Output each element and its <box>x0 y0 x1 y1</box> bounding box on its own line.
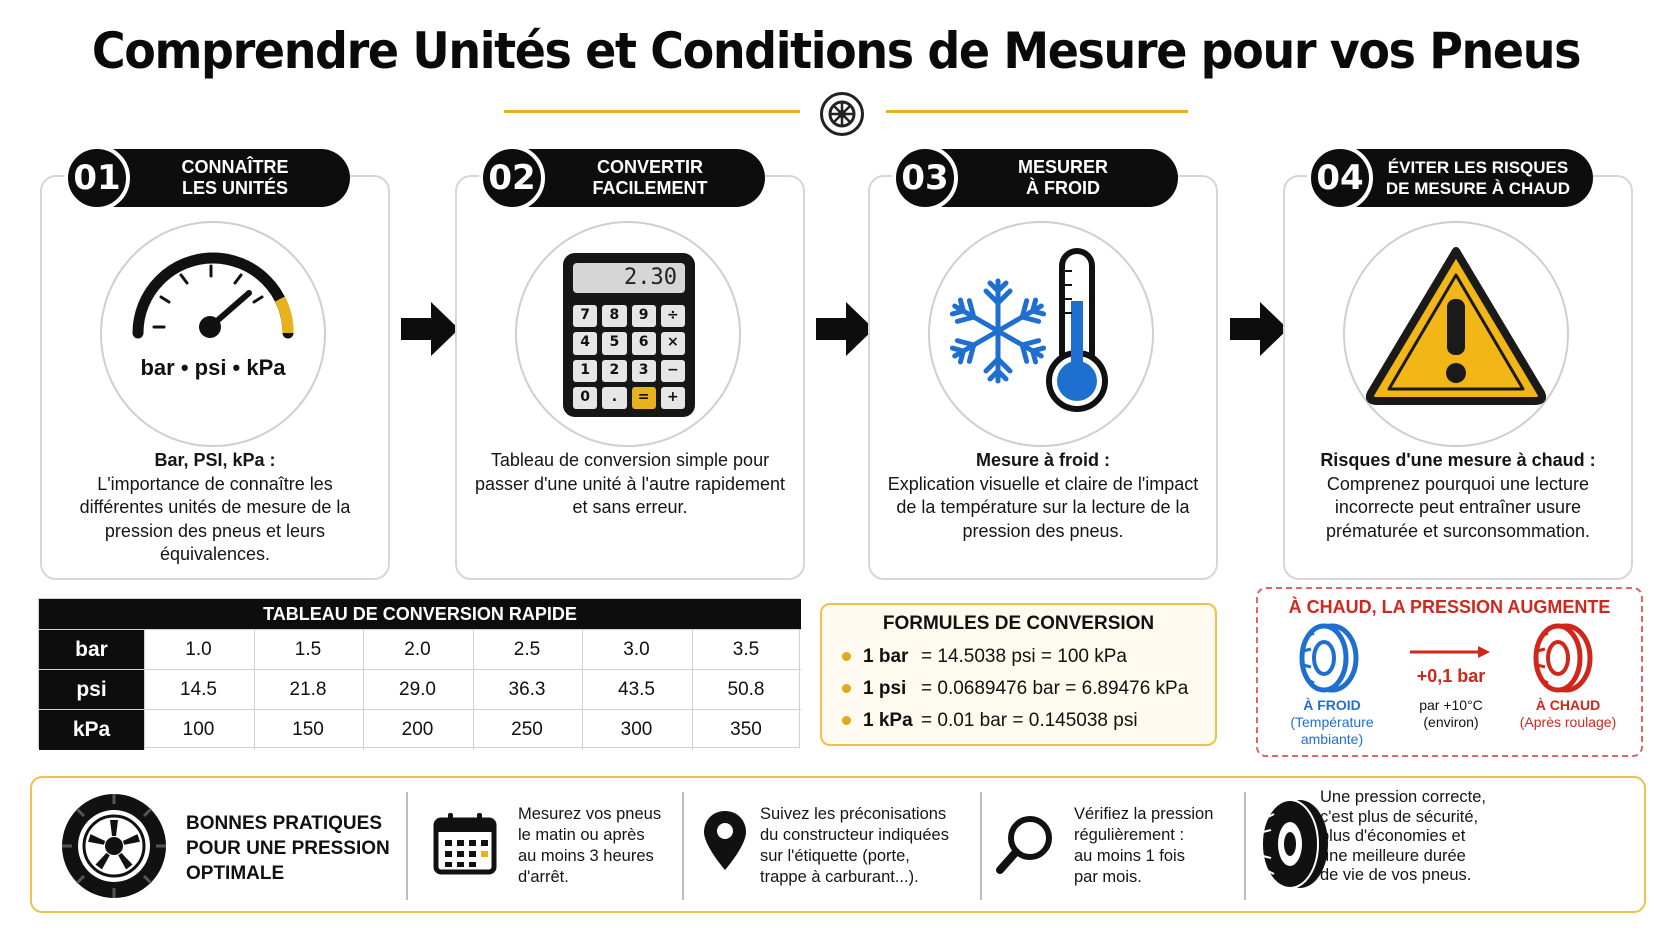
icon-frame <box>100 221 326 447</box>
tip-line: Mesurez vos pneus <box>518 805 662 823</box>
row-unit-label: bar <box>39 630 144 670</box>
tip-text <box>518 804 661 888</box>
calculator-key: + <box>661 387 685 409</box>
tip-text <box>760 804 949 888</box>
step-text: L'importance de connaître les différentes unités de mesure de la pression des pneus et leurs équivalences. <box>79 473 351 564</box>
tip-line: du constructeur indiquées <box>760 826 949 844</box>
step-label: MESURER À FROID <box>1017 157 1108 198</box>
calculator-key: − <box>661 360 685 382</box>
arrow-right-icon <box>1408 645 1492 659</box>
step-badge <box>896 149 1178 207</box>
step-badge <box>1311 149 1593 207</box>
step-label: ÉVITER LES RISQUES DE MESURE À CHAUD <box>1385 158 1571 198</box>
conversion-formulas <box>820 603 1217 746</box>
increase-per: par +10°C <box>1419 697 1483 713</box>
step-card-units <box>40 157 390 580</box>
tip-line: au moins 1 fois <box>1074 847 1185 865</box>
table-cell: 1.0 <box>144 630 252 670</box>
tip-line: plus d'économies et <box>1320 827 1466 845</box>
step-heading: Risques d'une mesure à chaud : <box>1320 450 1596 470</box>
tip-line: Une pression correcte, <box>1320 788 1486 806</box>
calculator-key: 7 <box>573 305 597 327</box>
formula-key: 1 psi <box>863 678 907 699</box>
bullet-icon <box>842 652 851 661</box>
tip-line: Suivez les préconisations <box>760 805 947 823</box>
tip-divider <box>406 792 408 900</box>
table-cell: 1.5 <box>254 630 362 670</box>
tip-line: par mois. <box>1074 868 1142 886</box>
formula-value: = 0.0689476 bar = 6.89476 kPa <box>921 678 1189 699</box>
heading-line: OPTIMALE <box>186 863 285 884</box>
wheel-emblem-icon <box>820 92 864 136</box>
formula-value: = 14.5038 psi = 100 kPa <box>921 646 1127 667</box>
table-cell: 300 <box>582 710 690 750</box>
tip-line: Vérifiez la pression <box>1074 805 1214 823</box>
bullet-icon <box>842 684 851 693</box>
table-row <box>39 629 801 669</box>
warning-icon <box>1345 223 1567 445</box>
row-unit-label: kPa <box>39 710 144 750</box>
cold-label: À FROID <box>1303 697 1361 713</box>
conversion-table <box>38 598 800 748</box>
hot-caption <box>1504 697 1632 731</box>
increase-caption <box>1396 697 1506 731</box>
icon-frame <box>928 221 1154 447</box>
best-practices-strip <box>30 776 1646 913</box>
step-number: 02 <box>479 145 545 211</box>
cold-caption <box>1272 697 1392 748</box>
tip-line: c'est plus de sécurité, <box>1320 807 1479 826</box>
table-cell: 350 <box>692 710 800 750</box>
table-cell: 21.8 <box>254 670 362 710</box>
table-cell: 100 <box>144 710 252 750</box>
tip-line: trappe à carburant...). <box>760 868 919 886</box>
tip-line: une meilleure durée <box>1320 846 1466 865</box>
conversion-table-title: TABLEAU DE CONVERSION RAPIDE <box>39 599 801 629</box>
table-cell: 2.0 <box>363 630 471 670</box>
tip-text <box>1320 788 1486 886</box>
table-cell: 36.3 <box>473 670 581 710</box>
calculator-key: 4 <box>573 332 597 354</box>
table-row <box>39 709 801 749</box>
row-unit-label: psi <box>39 670 144 710</box>
step-description <box>884 449 1202 543</box>
best-practices-heading <box>186 811 390 886</box>
hot-sub: (Après roulage) <box>1519 714 1617 730</box>
cold-tire-icon <box>1296 623 1362 693</box>
step-badge <box>483 149 765 207</box>
heading-line: POUR UNE PRESSION <box>186 838 390 859</box>
formula-value: = 0.01 bar = 0.145038 psi <box>921 710 1138 731</box>
calculator-key: . <box>602 387 626 409</box>
page-title: Comprendre Unités et Conditions de Mesure pour vos Pneus <box>91 22 1581 80</box>
step-description <box>1299 449 1617 543</box>
tip-divider <box>682 792 684 900</box>
tip-divider <box>1244 792 1246 900</box>
step-description <box>56 449 374 567</box>
hot-label: À CHAUD <box>1535 697 1601 713</box>
step-number: 03 <box>892 145 958 211</box>
bullet-icon <box>842 716 851 725</box>
formula-row <box>842 675 1207 703</box>
table-cell: 14.5 <box>144 670 252 710</box>
calculator-key: 5 <box>602 332 626 354</box>
tip-line: d'arrêt. <box>518 868 569 886</box>
step-number: 04 <box>1307 145 1373 211</box>
formulas-title: FORMULES DE CONVERSION <box>882 613 1155 634</box>
tip-text <box>1074 804 1213 888</box>
calculator-key: 3 <box>632 360 656 382</box>
increase-approx: (environ) <box>1423 714 1479 730</box>
calculator-keypad <box>573 305 685 409</box>
formula-key: 1 bar <box>863 646 909 667</box>
formula-row <box>842 707 1207 735</box>
step-label: CONNAÎTRE LES UNITÉS <box>181 157 289 198</box>
formula-key: 1 kPa <box>863 710 913 731</box>
step-text: Explication visuelle et claire de l'impact de la température sur la lecture de la pression des pneus. <box>887 473 1199 541</box>
table-cell: 50.8 <box>692 670 800 710</box>
table-cell: 250 <box>473 710 581 750</box>
hot-panel-title: À CHAUD, LA PRESSION AUGMENTE <box>1288 597 1611 617</box>
formula-row <box>842 643 1207 671</box>
tip-divider <box>980 792 982 900</box>
calculator-key: = <box>632 387 656 409</box>
calculator-key: 2 <box>602 360 626 382</box>
tip-line: de vie de vos pneus. <box>1320 866 1472 884</box>
wheel-icon <box>58 790 170 902</box>
step-description <box>471 449 789 520</box>
table-cell: 150 <box>254 710 362 750</box>
gauge-units-caption: bar • psi • kPa <box>140 355 286 380</box>
step-text: Comprenez pourquoi une lecture incorrecte peut entraîner usure prématurée et surconsommation. <box>1325 473 1591 541</box>
table-cell: 29.0 <box>363 670 471 710</box>
calculator-key: 0 <box>573 387 597 409</box>
calculator-display: 2.30 <box>573 263 685 293</box>
hot-pressure-panel <box>1256 587 1643 757</box>
tip-line: régulièrement : <box>1074 826 1185 844</box>
step-label: CONVERTIR FACILEMENT <box>592 157 708 198</box>
arrow-right-icon <box>397 296 463 362</box>
icon-frame <box>515 221 741 447</box>
table-cell: 200 <box>363 710 471 750</box>
hot-tire-icon <box>1530 623 1596 693</box>
step-heading: Mesure à froid : <box>975 450 1111 470</box>
calculator-key: × <box>661 332 685 354</box>
calculator-key: 6 <box>632 332 656 354</box>
tip-line: le matin ou après <box>518 826 645 844</box>
table-cell: 43.5 <box>582 670 690 710</box>
step-heading: Bar, PSI, kPa : <box>154 450 276 470</box>
calculator-key: 1 <box>573 360 597 382</box>
cold-sub: (Température ambiante) <box>1290 714 1374 747</box>
pressure-increase: +0,1 bar <box>1416 666 1486 686</box>
table-cell: 2.5 <box>473 630 581 670</box>
thermometer-icon <box>930 223 1152 445</box>
map-pin-icon <box>700 808 750 874</box>
calculator-icon <box>563 253 695 417</box>
title-divider-right <box>886 110 1188 113</box>
calendar-icon <box>432 810 498 876</box>
step-card-cold <box>868 157 1218 580</box>
step-card-hot-risk <box>1283 158 1633 580</box>
calculator-key: 8 <box>602 305 626 327</box>
title-divider-left <box>504 110 800 113</box>
table-row <box>39 669 801 709</box>
pressure-gauge-icon <box>102 223 324 445</box>
step-badge <box>68 149 350 207</box>
magnifier-icon <box>994 812 1060 878</box>
step-text: Tableau de conversion simple pour passer d'une unité à l'autre rapidement et sans erreur. <box>474 450 786 517</box>
heading-line: BONNES PRATIQUES <box>186 813 383 834</box>
step-card-convert <box>455 157 805 580</box>
icon-frame <box>1343 221 1569 447</box>
calculator-key: 9 <box>632 305 656 327</box>
step-number: 01 <box>64 145 130 211</box>
tip-line: sur l'étiquette (porte, <box>760 847 910 865</box>
tip-line: au moins 3 heures <box>518 847 654 865</box>
calculator-key: ÷ <box>661 305 685 327</box>
table-cell: 3.0 <box>582 630 690 670</box>
table-cell: 3.5 <box>692 630 800 670</box>
